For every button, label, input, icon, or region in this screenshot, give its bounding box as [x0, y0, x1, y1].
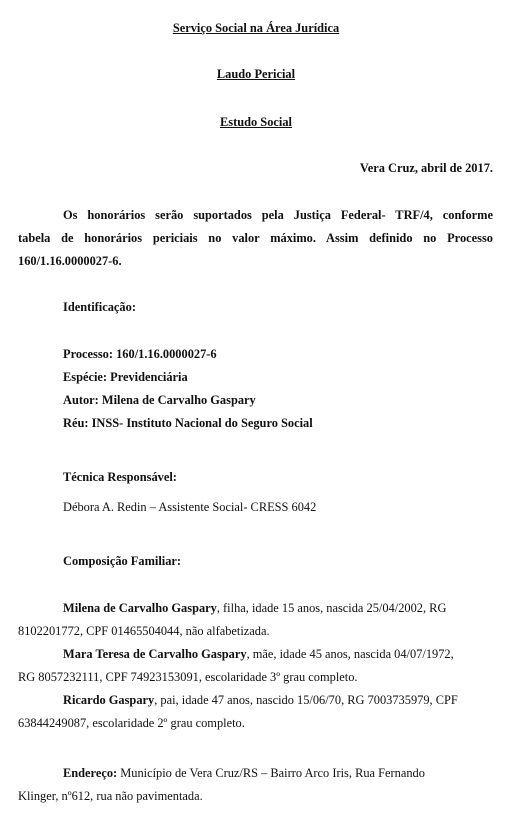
family-member-name: Ricardo Gaspary: [63, 693, 155, 707]
family-title: Composição Familiar:: [63, 554, 182, 568]
family-member-details: , mãe, idade 45 anos, nascida 04/07/1972,: [246, 647, 454, 661]
address-label: Endereço:: [63, 766, 118, 780]
technician-title: Técnica Responsável:: [63, 470, 177, 484]
section-heading: Serviço Social na Área Jurídica: [172, 21, 340, 35]
defendant: Réu: INSS- Instituto Nacional do Seguro Social: [63, 416, 313, 430]
study-type-heading: Estudo Social: [220, 115, 292, 129]
technician-name: Débora A. Redin – Assistente Social- CRESS 6042: [63, 500, 317, 514]
address-details: Município de Vera Cruz/RS – Bairro Arco Iris, Rua Fernando: [117, 766, 425, 780]
family-member-details: , pai, idade 47 anos, nascido 15/06/70, RG 7003735979, CPF: [154, 693, 458, 707]
address-line-2: Klinger, nº612, rua não pavimentada.: [18, 789, 203, 803]
fees-line-1: Os honorários serão suportados pela Justiça Federal- TRF/4, conforme: [63, 208, 493, 222]
family-member-1-line-1: [63, 600, 446, 616]
identification-title: Identificação:: [63, 300, 136, 314]
address-line-1: [63, 765, 425, 781]
process-number: Processo: 160/1.16.0000027-6: [63, 347, 217, 361]
family-member-name: Mara Teresa de Carvalho Gaspary: [63, 647, 247, 661]
fees-line-2: tabela de honorários periciais no valor máximo. Assim definido no Processo: [18, 231, 493, 245]
family-member-1-line-2: 8102201772, CPF 01465504044, não alfabetizada.: [18, 624, 270, 638]
plaintiff: Autor: Milena de Carvalho Gaspary: [63, 393, 256, 407]
fees-line-3: 160/1.16.0000027-6.: [18, 254, 122, 268]
place-date: Vera Cruz, abril de 2017.: [359, 161, 493, 175]
family-member-2-line-2: RG 8057232111, CPF 74923153091, escolaridade 3º grau completo.: [18, 670, 358, 684]
report-type-heading: Laudo Pericial: [216, 67, 296, 81]
family-member-2-line-1: [63, 646, 454, 662]
family-member-name: Milena de Carvalho Gaspary: [63, 601, 217, 615]
family-member-details: , filha, idade 15 anos, nascida 25/04/2002, RG: [216, 601, 447, 615]
case-type: Espécie: Previdenciária: [63, 370, 188, 384]
family-member-3-line-2: 63844249087, escolaridade 2º grau completo.: [18, 716, 245, 730]
family-member-3-line-1: [63, 692, 458, 708]
